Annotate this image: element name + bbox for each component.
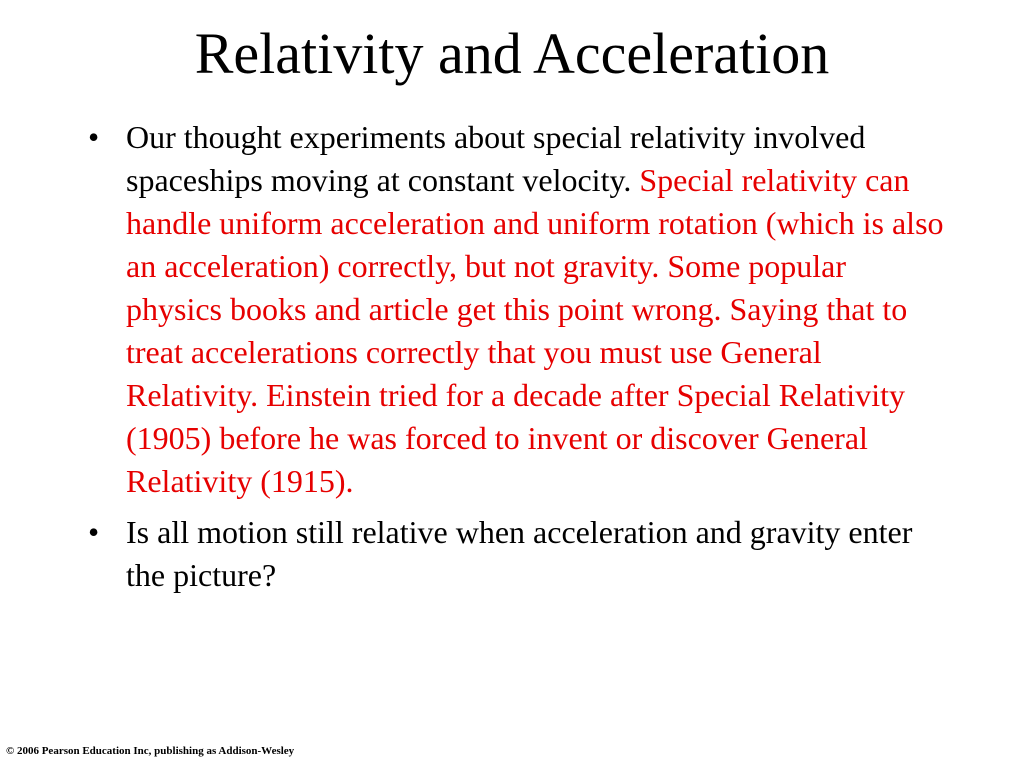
bullet-item-1 [88,116,948,503]
slide-title: Relativity and Acceleration [194,21,830,86]
bullet-2-lead-text: Is all motion still relative when acceleration and gravity enter the picture? [126,514,913,593]
bullet-1-emphasis-text: Special relativity can handle uniform acceleration and uniform rotation (which is also an acceleration) correctly, but not gravity. Some popular physics books and article get this point wrong. Saying that to treat accelerations correctly that you must use General Relativity. Einstein tried for a decade after Special Relativity (1905) before he was forced to invent or discover General Relativity (1915). [126,162,944,499]
copyright-footer: © 2006 Pearson Education Inc, publishing as Addison-Wesley [6,745,295,757]
bullet-list [88,116,948,605]
bullet-dot-icon: • [88,514,100,550]
bullet-1-lead-text: Our thought experiments about special relativity involved spaceships moving at constant velocity. [126,119,866,198]
bullet-dot-icon: • [88,119,100,155]
bullet-item-2 [88,511,948,597]
